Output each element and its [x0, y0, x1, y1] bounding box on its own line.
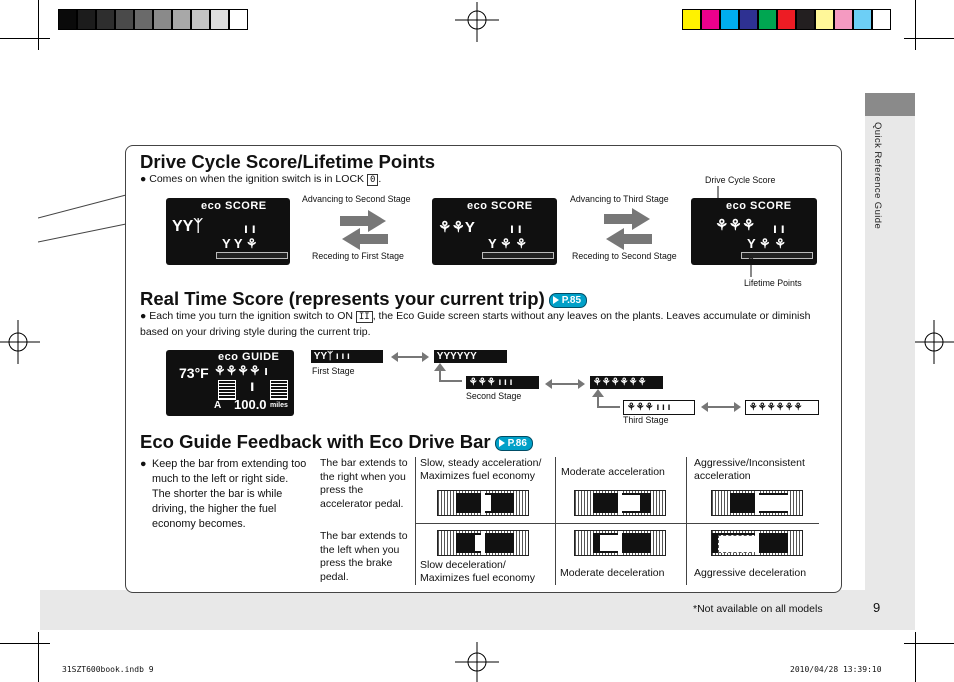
color-swatch: [759, 10, 776, 29]
eco-score-title: eco SCORE: [726, 200, 792, 212]
second-stage-strip-empty: ⚘⚘⚘ ı ı ı: [466, 376, 539, 389]
label-recede-first: Receding to First Stage: [312, 251, 404, 261]
color-swatch: [721, 10, 738, 29]
plant-icon: ı ı: [510, 220, 522, 236]
label-first-stage: First Stage: [312, 366, 355, 376]
eco-bar-mod-decel: [574, 530, 666, 556]
section3-bullet-marker: ●: [140, 458, 147, 470]
eco-score-title: eco SCORE: [201, 200, 267, 212]
color-swatch: [702, 10, 719, 29]
side-tab-marker: [865, 93, 915, 116]
callout-line: [708, 186, 728, 216]
label-slow-decel: Slow deceleration/ Maximizes fuel economy: [420, 559, 535, 584]
crop-mark: [38, 632, 39, 682]
lock-key-symbol: 0: [367, 174, 378, 186]
page-ref-p86[interactable]: P.86: [495, 436, 533, 451]
registration-mark-right: [914, 320, 954, 364]
crop-mark: [904, 643, 954, 644]
eco-bar-center: ı: [250, 378, 255, 395]
label-lifetime-points: Lifetime Points: [744, 278, 802, 288]
section-title-eco-guide-feedback: Eco Guide Feedback with Eco Drive Bar P.86: [140, 431, 533, 453]
callout-line: [745, 257, 765, 279]
eco-guide-title: eco GUIDE: [218, 351, 280, 363]
stage-down-arrow: [590, 389, 626, 413]
third-stage-strip-empty: ⚘⚘⚘ ı ı ı: [623, 400, 695, 415]
page-number: 9: [873, 600, 881, 615]
recede-arrow: [340, 228, 390, 250]
registration-mark-left: [0, 320, 40, 364]
color-swatch: [873, 10, 890, 29]
first-stage-strip-empty: YYᛉ ı ı ı: [311, 350, 383, 363]
eco-score-screen-second: [432, 198, 557, 265]
eco-score-screen-first: [166, 198, 290, 265]
crop-mark: [904, 38, 954, 39]
stage-toggle-arrow: [397, 356, 423, 358]
eco-bar-slow-accel: [437, 490, 529, 516]
first-stage-strip-full: YYYYYY: [434, 350, 507, 363]
side-tab-label: Quick Reference Guide: [872, 122, 883, 230]
plant-icon: ⚘⚘Y: [438, 219, 475, 236]
temperature-display: 73°F: [179, 365, 209, 381]
stage-toggle-arrow: [551, 383, 579, 385]
lifetime-meter: [482, 252, 554, 259]
label-mod-decel: Moderate deceleration: [560, 567, 665, 579]
print-timestamp: 2010/04/28 13:39:10: [790, 665, 882, 674]
crop-mark: [915, 632, 916, 682]
stage-down-arrow: [432, 363, 468, 387]
label-recede-second: Receding to Second Stage: [572, 251, 677, 261]
gray-swatch: [192, 10, 209, 29]
color-swatch: [816, 10, 833, 29]
gray-swatch: [211, 10, 228, 29]
plant-icon: ı ı: [244, 220, 256, 236]
color-swatch: [740, 10, 757, 29]
eco-bar-agg-accel: [711, 490, 803, 516]
eco-score-title: eco SCORE: [467, 200, 533, 212]
plant-icon: ı ı: [773, 220, 785, 236]
gray-swatch: [135, 10, 152, 29]
section-title-real-time-score: Real Time Score (represents your current trip) P.85: [140, 288, 587, 310]
plant-icon: YYᛉ: [172, 218, 203, 235]
connector-lines: [38, 190, 128, 250]
eco-bar-agg-decel: [711, 530, 803, 556]
section3-bullet: Keep the bar from extending too much to the left or right side. The shorter the bar is while driving, the higher the fuel economy becomes.: [152, 458, 307, 530]
label-agg-accel: Aggressive/Inconsistent acceleration: [694, 457, 805, 482]
color-swatch: [854, 10, 871, 29]
left-extend-desc: The bar extends to the left when you press the brake pedal.: [320, 530, 408, 583]
plant-icon: Y ⚘ ⚘: [747, 236, 786, 251]
gray-swatch: [116, 10, 133, 29]
gray-swatch: [97, 10, 114, 29]
lifetime-meter: [216, 252, 288, 259]
crop-mark: [0, 643, 50, 644]
label-advance-second: Advancing to Second Stage: [302, 194, 411, 204]
registration-mark-top: [455, 2, 499, 42]
gray-swatch: [173, 10, 190, 29]
divider: [415, 523, 819, 524]
label-mod-accel: Moderate acceleration: [561, 466, 665, 478]
registration-mark-bottom: [455, 642, 499, 682]
color-swatch: [683, 10, 700, 29]
plant-icon: ⚘⚘⚘⚘ ı: [214, 363, 268, 378]
gray-swatch: [59, 10, 76, 29]
eco-bar-mod-accel: [574, 490, 666, 516]
label-second-stage: Second Stage: [466, 391, 522, 401]
label-slow-accel: Slow, steady acceleration/ Maximizes fuel economy: [420, 457, 542, 482]
section1-bullet: ● Comes on when the ignition switch is in LOCK 0 .: [140, 173, 382, 185]
eco-bar-slow-decel: [437, 530, 529, 556]
eco-guide-screen: [166, 350, 294, 416]
gray-swatch: [78, 10, 95, 29]
crop-mark: [0, 38, 50, 39]
label-advance-third: Advancing to Third Stage: [570, 194, 669, 204]
label-drive-cycle-score: Drive Cycle Score: [705, 175, 776, 185]
on-key-symbol: II: [356, 311, 373, 323]
label-agg-decel: Aggressive deceleration: [694, 567, 807, 579]
crop-mark: [38, 0, 39, 50]
divider: [415, 457, 416, 585]
odometer-value: 100.0: [234, 397, 267, 412]
gray-swatch: [230, 10, 247, 29]
divider: [555, 457, 556, 585]
file-info: 31SZT600book.indb 9: [62, 665, 154, 674]
plant-icon: ⚘⚘⚘: [715, 217, 756, 234]
odometer-prefix: A: [214, 400, 222, 411]
plant-icon: Y Y ⚘: [222, 236, 258, 251]
second-stage-strip-full: ⚘⚘⚘⚘⚘⚘: [590, 376, 663, 389]
third-stage-strip-full: ⚘⚘⚘⚘⚘⚘: [745, 400, 819, 415]
section2-bullet: ● Each time you turn the ignition switch to ON II , the Eco Guide screen starts without any leaves on the plants. Leaves accumulate or diminish based on your driving style during the current trip.: [140, 310, 811, 338]
section-title-drive-cycle: Drive Cycle Score/Lifetime Points: [140, 151, 436, 172]
plant-icon: Y ⚘ ⚘: [488, 236, 527, 251]
color-swatch: [778, 10, 795, 29]
eco-bar-right: [270, 380, 288, 400]
availability-note: *Not available on all models: [693, 603, 823, 615]
color-swatch: [835, 10, 852, 29]
recede-arrow: [604, 228, 654, 250]
divider: [686, 457, 687, 585]
color-swatch: [797, 10, 814, 29]
crop-mark: [915, 0, 916, 50]
stage-toggle-arrow: [707, 406, 735, 408]
odometer-unit: miles: [270, 402, 288, 409]
right-extend-desc: The bar extends to the right when you press the accelerator pedal.: [320, 457, 408, 510]
gray-swatch: [154, 10, 171, 29]
label-third-stage: Third Stage: [623, 415, 669, 425]
page-ref-p85[interactable]: P.85: [549, 293, 587, 308]
